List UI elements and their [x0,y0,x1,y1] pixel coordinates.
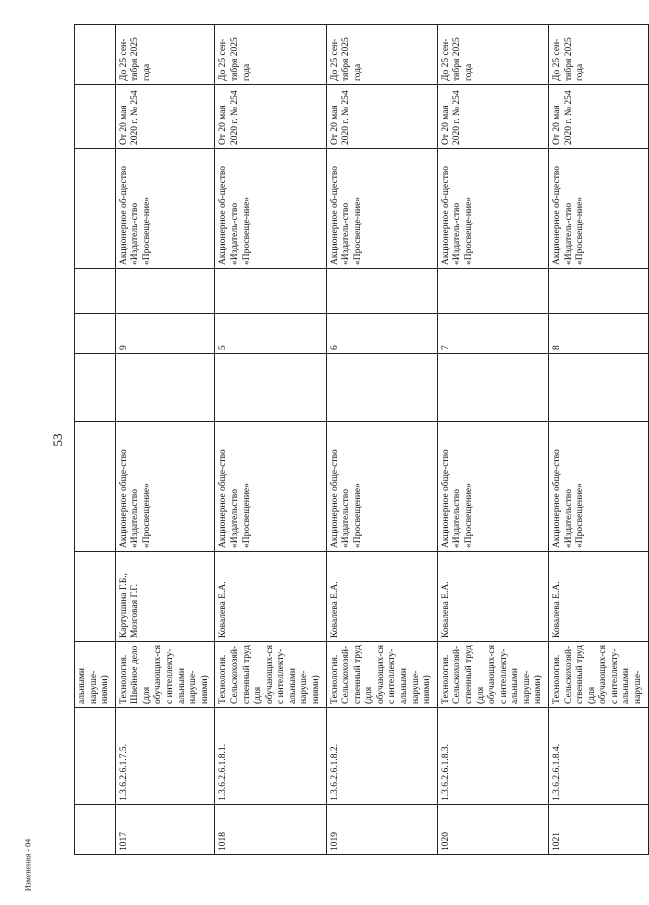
table-cell [75,25,116,85]
cell-num: 1018 [215,805,326,855]
cell-num: 1019 [326,805,437,855]
textbook-table [74,25,644,855]
cell-title: Технология. Швейное дело (для обучающих-ся с интеллекту-альными наруше-ниями) [115,642,215,708]
table-cell [75,85,116,149]
page-number-text: 53 [50,433,65,447]
table-cell [326,269,437,314]
cell-code: 1.3.6.2.6.1.8.4. [548,708,648,805]
table-cell [75,354,116,422]
cell-grade: 5 [215,314,326,354]
cell-term: До 25 сен-тября 2025 года [215,25,326,85]
cell-authors: Ковалева Е.А. [326,552,437,642]
table-cell [75,552,116,642]
table-cell [75,269,116,314]
cell-org: Акционерное об-щество «Издатель-ство «Просвеще-ние» [548,149,648,269]
cell-code: 1.3.6.2.6.1.7.5. [115,708,215,805]
table-cell [75,805,116,855]
table-cell-title: альными наруше- ниями) [75,642,116,708]
table-cell [437,354,548,422]
cell-authors: Ковалева Е.А. [437,552,548,642]
cell-num: 1020 [437,805,548,855]
table-cell [548,269,648,314]
cell-date: От 20 мая 2020 г. № 254 [115,85,215,149]
table-row [437,25,548,855]
table-cell [215,269,326,314]
cell-authors: Ковалева Е.А. [215,552,326,642]
cell-date: От 20 мая 2020 г. № 254 [215,85,326,149]
cell-date: От 20 мая 2020 г. № 254 [437,85,548,149]
table-cell [75,708,116,805]
cell-grade: 9 [115,314,215,354]
cell-org: Акционерное об-щество «Издатель-ство «Просвеще-ние» [326,149,437,269]
continuation-row [75,25,116,855]
cell-publisher: Акционерное обще-ство «Издательство «Просвещение» [548,422,648,552]
cell-org: Акционерное об-щество «Издатель-ство «Просвеще-ние» [115,149,215,269]
cell-publisher: Акционерное обще-ство «Издательство «Просвещение» [326,422,437,552]
cell-title: Технология. Сельскохозяй-ственный труд (для обучающих-ся с интеллекту-альными наруше- [548,642,648,708]
cell-grade: 8 [548,314,648,354]
cell-num: 1017 [115,805,215,855]
cell-publisher: Акционерное обще-ство «Издательство «Просвещение» [215,422,326,552]
table-cell [75,314,116,354]
cell-code: 1.3.6.2.6.1.8.1. [215,708,326,805]
cell-term: До 25 сен-тября 2025 года [115,25,215,85]
cell-grade: 6 [326,314,437,354]
table-cell [326,354,437,422]
cell-title: Технология. Сельскохозяй-ственный труд (для обучающих-ся с интеллекту-альными наруше-ниями) [437,642,548,708]
table-row [326,25,437,855]
cell-num: 1021 [548,805,648,855]
table-row [548,25,648,855]
table-cell [437,269,548,314]
cell-publisher: Акционерное обще-ство «Издательство «Просвещение» [437,422,548,552]
table-cell [75,149,116,269]
cell-date: От 20 мая 2020 г. № 254 [548,85,648,149]
cell-term: До 25 сен-тября 2025 года [437,25,548,85]
cell-publisher: Акционерное обще-ство «Издательство «Просвещение» [115,422,215,552]
table-row [215,25,326,855]
cell-code: 1.3.6.2.6.1.8.3. [437,708,548,805]
table-cell [115,269,215,314]
table-cell [215,354,326,422]
cell-date: От 20 мая 2020 г. № 254 [326,85,437,149]
cell-term: До 25 сен-тября 2025 года [548,25,648,85]
cell-authors: Ковалева Е.А. [548,552,648,642]
cell-term: До 25 сен-тября 2025 года [326,25,437,85]
table-cell [75,422,116,552]
cell-org: Акционерное об-щество «Издатель-ство «Просвеще-ние» [437,149,548,269]
cell-code: 1.3.6.2.6.1.8.2. [326,708,437,805]
table-cell [548,354,648,422]
table-row [115,25,215,855]
footer-note-text: Изменения - 04 [23,838,33,892]
cell-org: Акционерное об-щество «Издатель-ство «Просвеще-ние» [215,149,326,269]
cell-title: Технология. Сельскохозяй-ственный труд (для обучающих-ся с интеллекту-альными наруше-ниями) [326,642,437,708]
cell-authors: Картушина Г.Б., Мозговая Г.Г. [115,552,215,642]
table-cell [115,354,215,422]
cell-grade: 7 [437,314,548,354]
cell-title: Технология. Сельскохозяй-ственный труд (для обучающих-ся с интеллекту-альными наруше-ниями) [215,642,326,708]
